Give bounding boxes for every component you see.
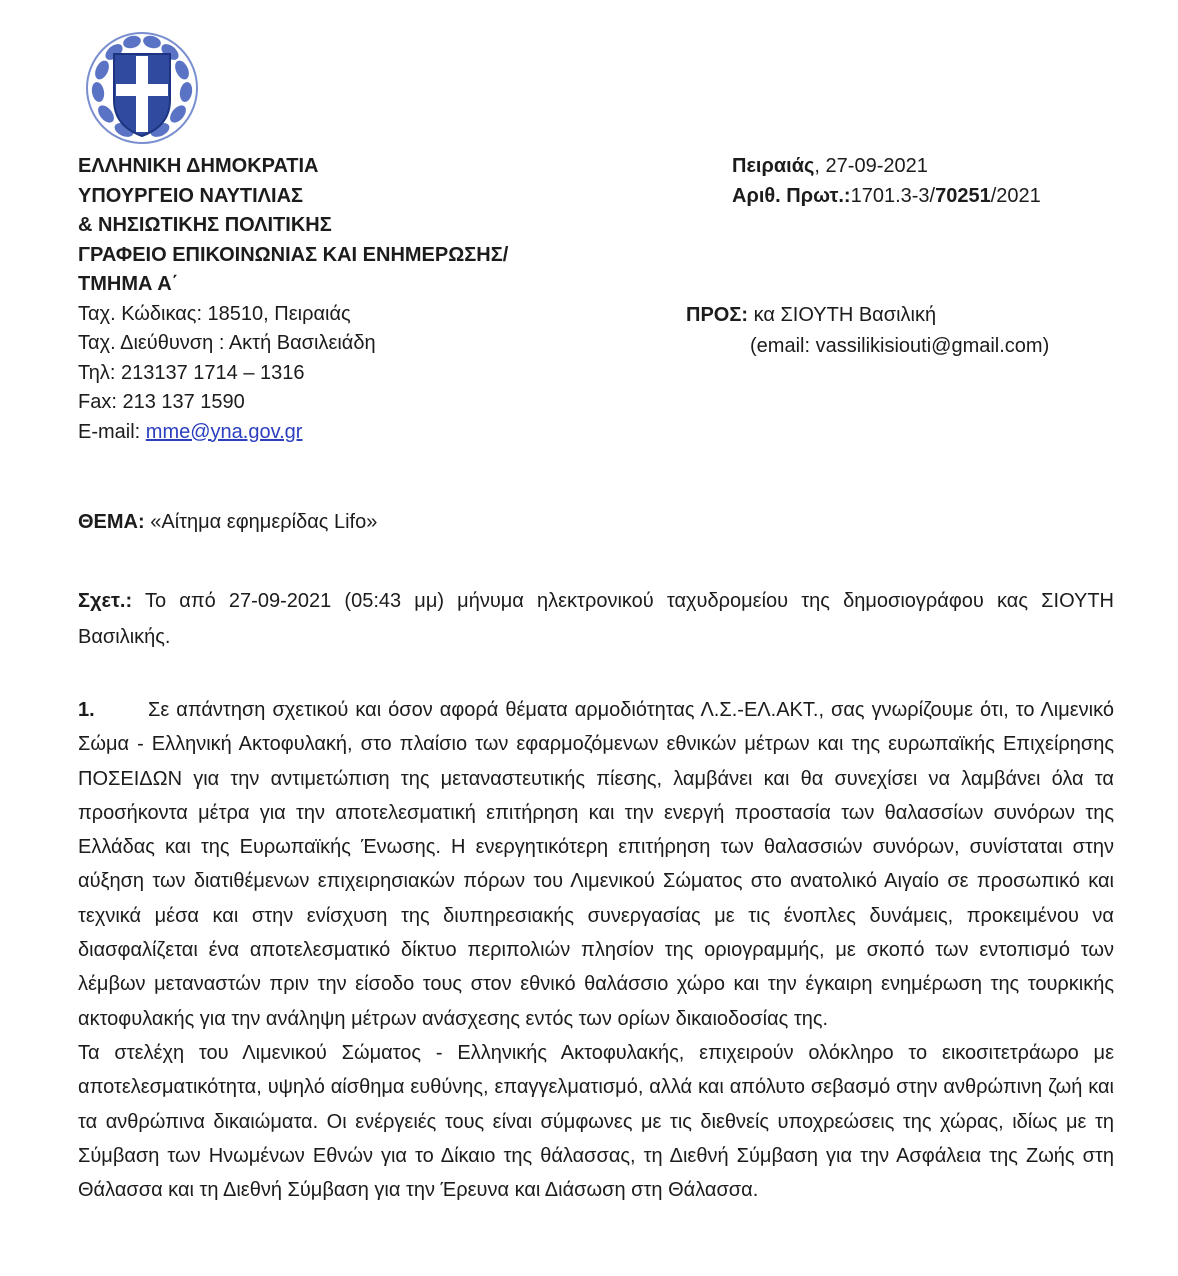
date-line [732,152,1152,182]
recipient-name: κα ΣΙΟΥΤΗ Βασιλική [748,304,937,326]
sender-block [78,152,638,447]
subject-line [78,511,1118,534]
paragraph-text: Σε απάντηση σχετικού και όσον αφορά θέματα αρμοδιότητας Λ.Σ.-ΕΛ.ΑΚΤ., σας γνωρίζουμε ότι, το Λιμενικό Σώμα - Ελληνική Ακτοφυλακή, στο πλαίσιο των εφαρμοζόμενων εθνικών μέτρων και της ευρωπαϊκής Επιχείρησης ΠΟΣΕΙΔΩΝ για την αντιμετώπιση της μεταναστευτικής πίεσης, λαμβάνει και θα συνεχίσει να λαμβάνει όλα τα προσήκοντα μέτρα για την αποτελεσματική επιτήρηση και την ενεργή προστασία των θαλασσίων συνόρων της Ελλάδας και της Ευρωπαϊκής Ένωσης. Η ενεργητικότερη επιτήρηση των θαλασσιών συνόρων, συνίσταται στην αύξηση των διατιθέμενων επιχειρησιακών πόρων του Λιμενικού Σώματος στο ανατολικό Αιγαίο σε προσωπικό και τεχνικά μέσα και στην ενίσχυση της διυπηρεσιακής συνεργασίας με τις ένοπλες δυνάμεις, προκειμένου να διασφαλίζεται ένα αποτελεσματικό δίκτυο περιπολιών πλησίον της οριογραμμής, με σκοπό των εντοπισμό των λέμβων μεταναστών πριν την είσοδο τους στον εθνικό θαλάσσιο χώρο και την έγκαιρη ενημέρωση της τουρκικής ακτοφυλακής για την ανάληψη μέτρων ανάσχεσης εντός των ορίων δικαιοδοσίας της. [78,699,1114,1030]
body-paragraph: Τα στελέχη του Λιμενικού Σώματος - Ελληνικής Ακτοφυλακής, επιχειρούν ολόκληρο το εικοσιτετράωρο με αποτελεσματικότητα, υψηλό αίσθημα ευθύνης, επαγγελματισμό, αλλά και απόλυτο σεβασμό στην ανθρώπινη ζωή και τα ανθρώπινα δικαιώματα. Οι ενέργειές τους είναι σύμφωνες με τις διεθνείς υποχρεώσεις της χώρας, ιδίως με τη Σύμβαση των Ηνωμένων Εθνών για το Δίκαιο της θάλασσας, τη Διεθνή Σύμβαση για την Ασφάλεια της Ζωής στη Θάλασσα και τη Διεθνή Σύμβαση για την Έρευνα και Διάσωση στη Θάλασσα. [78,1041,1114,1202]
phone-number: Τηλ: 213137 1714 – 1316 [78,361,305,384]
recipient-label: ΠΡΟΣ: [686,304,749,326]
reference-line [78,583,1114,655]
paragraph-number: 1. [78,699,95,721]
org-line: ΤΜΗΜΑ Α΄ [78,273,179,295]
protocol-prefix: 1701.3-3/ [850,184,936,207]
place-label: Πειραιάς [732,155,815,177]
email-label: E-mail: [78,420,146,443]
reference-text: Το από 27-09-2021 (05:43 μμ) μήνυμα ηλεκτρονικού ταχυδρομείου της δημοσιογράφου κας ΣΙΟΥΤΗ Βασιλικής. [78,590,1114,648]
protocol-suffix: /2021 [990,184,1041,207]
document-date: , 27-09-2021 [814,155,928,177]
protocol-line [732,182,1152,212]
street-address: Ταχ. Διεύθυνση : Ακτή Βασιλειάδη [78,332,376,354]
recipient-block [686,300,1156,362]
document-meta [732,152,1152,211]
org-line: ΕΛΛΗΝΙΚΗ ΔΗΜΟΚΡΑΤΙΑ [78,155,319,177]
body-paragraph [78,693,1114,1036]
email-line [78,418,638,448]
protocol-number: 70251 [935,184,991,207]
org-line: & ΝΗΣΙΩΤΙΚΗΣ ΠΟΛΙΤΙΚΗΣ [78,214,332,236]
fax-number: Fax: 213 137 1590 [78,391,245,413]
letter-body [78,693,1114,1207]
recipient-email: (email: vassilikisiouti@gmail.com) [750,335,1050,357]
protocol-label: Αριθ. Πρωτ.: [732,184,851,207]
reference-label: Σχετ.: [78,590,133,612]
recipient-line [686,300,1156,331]
org-line: ΓΡΑΦΕΙΟ ΕΠΙΚΟΙΝΩΝΙΑΣ ΚΑΙ ΕΝΗΜΕΡΩΣΗΣ/ [78,243,509,266]
subject-text: «Αίτημα εφημερίδας Lifo» [144,511,378,533]
subject-label: ΘΕΜΑ: [78,511,145,533]
greek-coat-of-arms-icon [84,30,200,146]
postal-code: Ταχ. Κώδικας: 18510, Πειραιάς [78,302,351,325]
org-line: ΥΠΟΥΡΓΕΙΟ ΝΑΥΤΙΛΙΑΣ [78,184,304,207]
email-link[interactable]: mme@yna.gov.gr [145,420,303,443]
